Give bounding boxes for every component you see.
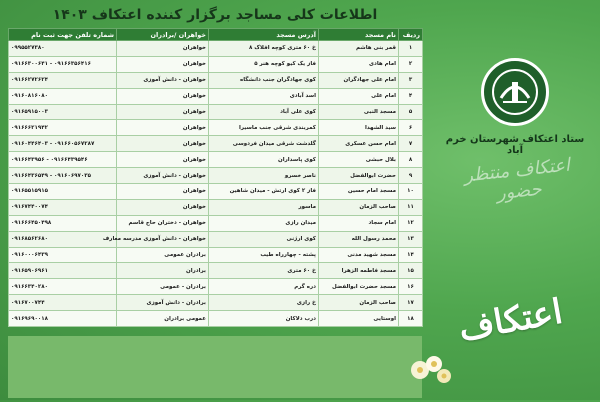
gender-cell: خواهران - دانش آموزی [117, 72, 209, 88]
row-number-cell: ۱۸ [399, 311, 423, 327]
mosque-address-cell: خ رازی [209, 295, 319, 311]
phone-cell: ۰۹۱۶۶۴۳۶۵۴۹ - ۰۹۱۶۰۶۹۷۰۳۵ [9, 168, 117, 184]
phone-cell: ۰۹۱۶۵۹۱۵۰۰۳ [9, 104, 117, 120]
mosque-name-cell: سید الشهدا [319, 120, 399, 136]
phone-cell: ۰۹۱۶۶۴۳۹۵۶ - ۰۹۱۶۶۴۳۹۵۴۶ [9, 152, 117, 168]
gender-cell: برادران عمومی [117, 247, 209, 263]
row-number-cell: ۸ [399, 152, 423, 168]
row-number-cell: ۱۵ [399, 263, 423, 279]
mosque-address-cell: کمربندی شرقی جنب ماسیرا [209, 120, 319, 136]
table-row [9, 263, 423, 279]
row-number-cell: ۱۷ [399, 295, 423, 311]
gender-cell: خواهران [117, 120, 209, 136]
gender-cell: خواهران [117, 199, 209, 215]
table-row [9, 199, 423, 215]
table-row [9, 41, 423, 57]
phone-cell: ۰۹۱۶۷۰۰۷۴۴ [9, 295, 117, 311]
mosque-name-cell: اوستایی [319, 311, 399, 327]
mosque-address-cell: کوی علی آباد [209, 104, 319, 120]
mosque-name-cell: مسجد حضرت ابوالفضل [319, 279, 399, 295]
gender-cell: خواهران - دختران حاج قاسم [117, 215, 209, 231]
mosque-address-cell: کوی ارژنی [209, 231, 319, 247]
mosque-address-cell: اسد آبادی [209, 88, 319, 104]
row-number-cell: ۱ [399, 41, 423, 57]
row-number-cell: ۱۳ [399, 231, 423, 247]
mosque-address-cell: گلدشت شرقی میدان فردوسی [209, 136, 319, 152]
table-row [9, 279, 423, 295]
mosque-name-cell: مسجد فاطمه الزهرا [319, 263, 399, 279]
mosque-name-cell: حضرت ابوالفضل [319, 168, 399, 184]
phone-cell: ۰۹۱۶۷۴۴۰۰۷۴ [9, 199, 117, 215]
table-row [9, 88, 423, 104]
phone-cell: ۰۹۱۶۶۶۲۱۹۴۲ [9, 120, 117, 136]
mosque-name-cell: قمر بنی هاشم [319, 41, 399, 57]
table-row [9, 136, 423, 152]
header-gender: خواهران /برادران [117, 29, 209, 41]
phone-cell: ۰۹۱۶۸۵۶۲۶۸۰ [9, 231, 117, 247]
row-number-cell: ۱۶ [399, 279, 423, 295]
page-title: اطلاعات کلی مساجد برگزار کننده اعتکاف ۱۴۰۳ [52, 7, 378, 23]
mosque-name-cell: امام علی جهادگران [319, 72, 399, 88]
mosque-address-cell: ناصر خسرو [209, 168, 319, 184]
mosque-name-cell: بلال حبشی [319, 152, 399, 168]
row-number-cell: ۳ [399, 72, 423, 88]
gender-cell: خواهران [117, 88, 209, 104]
mosque-name-cell: امام سجاد [319, 215, 399, 231]
table-row [9, 231, 423, 247]
header-mosque-address: آدرس مسجد [209, 29, 319, 41]
mosque-address-cell: فاز یک کیو کوچه هنر ۵ [209, 56, 319, 72]
phone-cell: ۰۹۱۶۵۵۱۵۹۱۵ [9, 184, 117, 200]
gender-cell: خواهران [117, 41, 209, 57]
header-phone: شماره تلفن جهت ثبت نام [9, 29, 117, 41]
mosque-address-cell: درب دلاکان [209, 311, 319, 327]
mosque-name-cell: مسجد النبی [319, 104, 399, 120]
phone-cell: ۰۹۱۶۶۳۰۰۶۴۱ - ۰۹۱۶۶۳۵۶۴۱۶ [9, 56, 117, 72]
table-row [9, 56, 423, 72]
table-row [9, 295, 423, 311]
phone-cell: ۰۹۱۶۵۹۰۶۹۶۱ [9, 263, 117, 279]
mosque-address-cell: فاز ۲ کوی ارتش - میدان شاهین [209, 184, 319, 200]
row-number-cell: ۹ [399, 168, 423, 184]
table-row [9, 104, 423, 120]
calligraphy-small: اعتکاف منتظر حضور [463, 154, 571, 205]
table-row [9, 247, 423, 263]
row-number-cell: ۱۲ [399, 215, 423, 231]
gender-cell: خواهران - دانش آموزی مدرسه معارف [117, 231, 209, 247]
mosque-address-cell: کوی جهادگران جنب دانشگاه [209, 72, 319, 88]
crest-logo-icon [481, 58, 549, 126]
calligraphy-large: اعتکاف [455, 291, 566, 350]
table-row [9, 311, 423, 327]
mosque-name-cell: امام علی [319, 88, 399, 104]
mosque-address-cell: خ ۶۰ متری کوچه افلاک ۸ [209, 41, 319, 57]
row-number-cell: ۱۰ [399, 184, 423, 200]
gender-cell: برادران - دانش آموزی [117, 295, 209, 311]
mosque-name-cell: امام هادی [319, 56, 399, 72]
mosque-name-cell: امام حسن عسکری [319, 136, 399, 152]
mosque-address-cell: میدان رازی [209, 215, 319, 231]
table-row [9, 168, 423, 184]
gender-cell: خواهران [117, 104, 209, 120]
mosque-address-cell: ماسور [209, 199, 319, 215]
table-footer-band [8, 336, 422, 398]
mosque-name-cell: محمد رسول الله [319, 231, 399, 247]
gender-cell: خواهران [117, 184, 209, 200]
table-row [9, 152, 423, 168]
gender-cell: خواهران - دانش آموزی [117, 168, 209, 184]
phone-cell: ۰۹۱۶۰۴۴۶۴۰۳ - ۰۹۱۶۶۰۵۶۷۲۸۷ [9, 136, 117, 152]
mosque-address-cell: خ ۶۰ متری [209, 263, 319, 279]
table-header-row [9, 29, 423, 41]
row-number-cell: ۶ [399, 120, 423, 136]
mosque-table [8, 28, 423, 327]
phone-cell: ۰۹۱۶۶۳۴۰۲۸۰ [9, 279, 117, 295]
mosque-name-cell: مسجد امام حسین [319, 184, 399, 200]
mosque-name-cell: صاحب الزمان [319, 295, 399, 311]
mosque-address-cell: کوی پاسداران [209, 152, 319, 168]
gender-cell: برادران - عمومی [117, 279, 209, 295]
phone-cell: ۰۹۱۶۶۶۴۵۰۴۹۸ [9, 215, 117, 231]
table-row [9, 184, 423, 200]
phone-cell: ۰۹۱۶۶۲۷۲۶۲۴ [9, 72, 117, 88]
gender-cell: عمومی برادران [117, 311, 209, 327]
phone-cell: ۰۹۹۵۵۲۷۳۸۰ [9, 41, 117, 57]
mosque-address-cell: پشته - چهارراه طیب [209, 247, 319, 263]
phone-cell: ۰۹۱۶۹۶۹۰۰۱۸ [9, 311, 117, 327]
header-row-number: ردیف [399, 29, 423, 41]
header-mosque-name: نام مسجد [319, 29, 399, 41]
table-row [9, 72, 423, 88]
table-row [9, 215, 423, 231]
row-number-cell: ۴ [399, 88, 423, 104]
mosque-name-cell: صاحب الزمان [319, 199, 399, 215]
mosque-name-cell: مسجد شهید مدنی [319, 247, 399, 263]
phone-cell: ۰۹۱۶۰۰۰۶۴۳۹ [9, 247, 117, 263]
row-number-cell: ۷ [399, 136, 423, 152]
row-number-cell: ۵ [399, 104, 423, 120]
row-number-cell: ۲ [399, 56, 423, 72]
row-number-cell: ۱۴ [399, 247, 423, 263]
phone-cell: ۰۹۱۶۰۸۱۶۰۸۰ [9, 88, 117, 104]
row-number-cell: ۱۱ [399, 199, 423, 215]
gender-cell: برادران [117, 263, 209, 279]
organization-name: ستاد اعتکاف شهرستان خرم آباد [445, 134, 585, 156]
mosque-address-cell: دره گرم [209, 279, 319, 295]
gender-cell: خواهران [117, 56, 209, 72]
gender-cell: خواهران [117, 152, 209, 168]
table-row [9, 120, 423, 136]
gender-cell: خواهران [117, 136, 209, 152]
